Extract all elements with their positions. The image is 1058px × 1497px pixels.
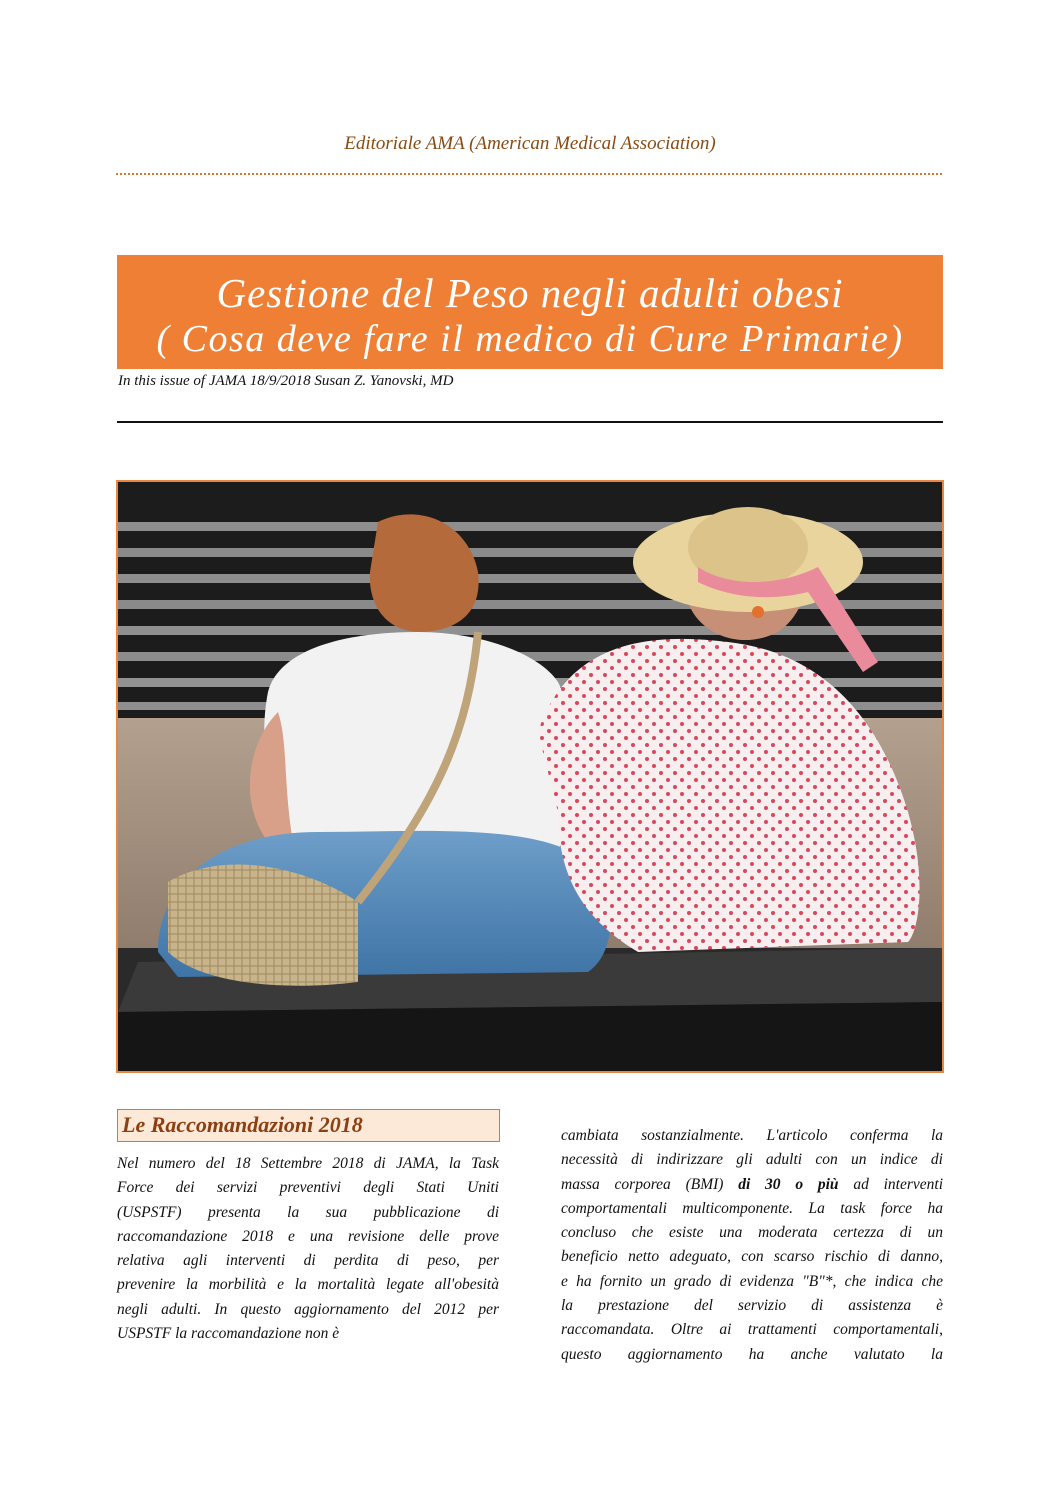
paragraph-line: beneficio netto adeguato, con scarso rischio di danno,: [561, 1248, 943, 1266]
paragraph-line: Force dei servizi preventivi degli Stati Uniti: [117, 1179, 499, 1197]
paragraph-line: Nel numero del 18 Settembre 2018 di JAMA, la Task: [117, 1155, 499, 1172]
article-photo: [116, 480, 944, 1073]
byline: In this issue of JAMA 18/9/2018 Susan Z. Yanovski, MD: [118, 373, 454, 389]
paragraph-line: negli adulti. In questo aggiornamento del 2012 per: [117, 1300, 499, 1318]
text-column-right: [561, 1124, 943, 1367]
byline-divider: [117, 421, 943, 423]
editorial-header: Editoriale AMA (American Medical Association): [344, 133, 716, 154]
section-heading-box: [117, 1109, 500, 1142]
title-banner: [117, 255, 943, 369]
paragraph-line: relativa agli interventi di perdita di peso, per: [117, 1252, 499, 1270]
paragraph-line: raccomandata. Oltre ai trattamenti comportamentali,: [561, 1321, 943, 1339]
paragraph-line: e ha fornito un grado di evidenza "B"*, che indica che: [561, 1272, 943, 1290]
bmi-text-pre: massa corporea (BMI): [561, 1175, 739, 1193]
paragraph-line: cambiata sostanzialmente. L'articolo conferma la: [561, 1127, 943, 1144]
paragraph-line-bmi: [561, 1173, 943, 1197]
bmi-text-post: ad interventi: [838, 1175, 944, 1193]
paragraph-line: comportamentali multicomponente. La task force ha: [561, 1199, 943, 1217]
paragraph-line: concluso che esiste una moderata certezza di un: [561, 1224, 943, 1242]
paragraph-line: USPSTF la raccomandazione non è: [117, 1325, 340, 1343]
paragraph-line: la prestazione del servizio di assistenza è: [561, 1297, 943, 1315]
paragraph-line: raccomandazione 2018 e una revisione delle prove: [117, 1227, 499, 1245]
paragraph-line: prevenire la morbilità e la mortalità legate all'obesità: [117, 1276, 499, 1294]
paragraph-line: (USPSTF) presenta la sua pubblicazione di: [117, 1203, 499, 1221]
title-line-2: ( Cosa deve fare il medico di Cure Primarie): [156, 318, 904, 360]
title-line-1: Gestione del Peso negli adulti obesi: [216, 270, 844, 316]
text-column-left: [117, 1152, 499, 1346]
paragraph-line: questo aggiornamento ha anche valutato la: [561, 1345, 943, 1363]
bmi-threshold-bold: di 30 o più: [738, 1175, 839, 1193]
paragraph-line: necessità di indirizzare gli adulti con un indice di: [561, 1151, 943, 1169]
section-title: Le Raccomandazioni 2018: [122, 1112, 363, 1137]
header-dotted-divider: [116, 173, 942, 175]
photo-illustration: [118, 482, 942, 1071]
